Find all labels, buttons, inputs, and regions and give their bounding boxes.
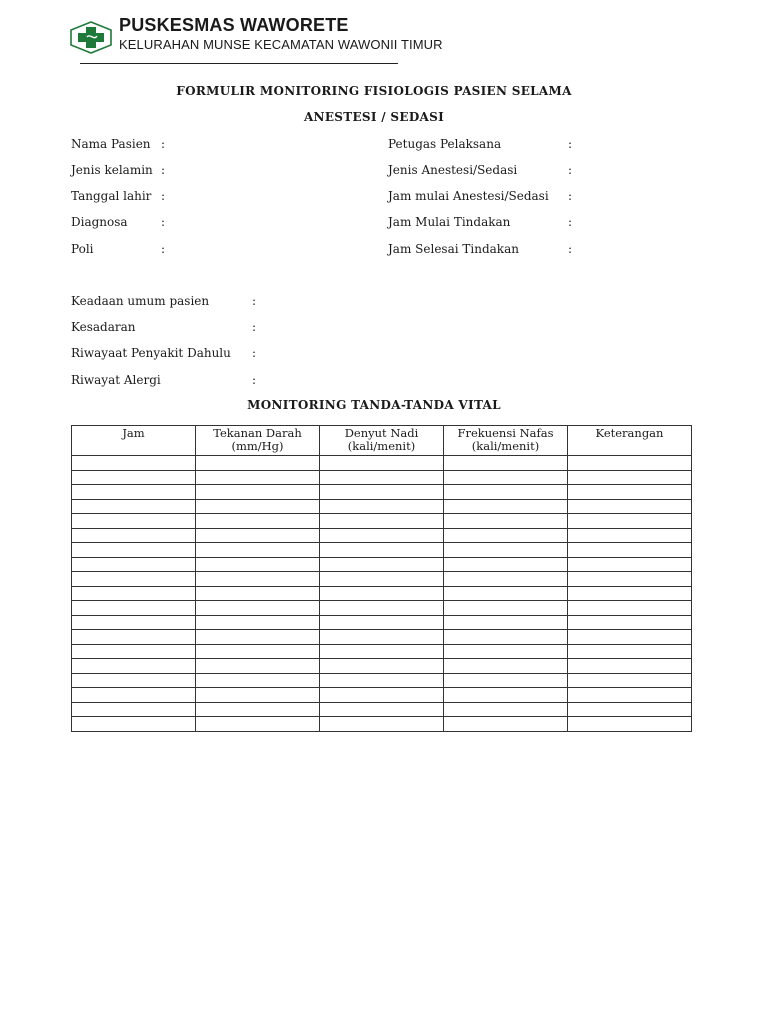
field-label-kesadaran: Kesadaran (71, 320, 136, 334)
table-cell[interactable] (320, 485, 444, 500)
table-cell[interactable] (196, 499, 320, 514)
table-cell[interactable] (72, 717, 196, 732)
table-cell[interactable] (72, 615, 196, 630)
table-cell[interactable] (320, 644, 444, 659)
field-colon: : (161, 189, 166, 203)
table-cell[interactable] (196, 659, 320, 674)
table-cell[interactable] (568, 485, 692, 500)
table-cell[interactable] (444, 557, 568, 572)
table-cell[interactable] (444, 688, 568, 703)
table-cell[interactable] (72, 528, 196, 543)
org-address: KELURAHAN MUNSE KECAMATAN WAWONII TIMUR (119, 37, 443, 52)
org-name: PUSKESMAS WAWORETE (119, 15, 349, 35)
table-cell[interactable] (72, 644, 196, 659)
field-label-riwayat-alergi: Riwayat Alergi (71, 373, 161, 387)
table-row (72, 688, 692, 703)
table-cell[interactable] (444, 543, 568, 558)
table-cell[interactable] (444, 586, 568, 601)
table-cell[interactable] (72, 630, 196, 645)
table-cell[interactable] (320, 572, 444, 587)
field-colon: : (161, 137, 166, 151)
table-cell[interactable] (568, 499, 692, 514)
field-colon: : (252, 346, 257, 360)
col-header-jam (72, 426, 196, 456)
table-cell[interactable] (320, 499, 444, 514)
table-cell[interactable] (196, 543, 320, 558)
table-cell[interactable] (320, 514, 444, 529)
field-label-jenis-kelamin: Jenis kelamin (71, 163, 153, 177)
col-header-tekanan-darah (196, 426, 320, 456)
table-cell[interactable] (320, 659, 444, 674)
table-cell[interactable] (444, 702, 568, 717)
field-colon: : (161, 163, 166, 177)
table-cell[interactable] (320, 470, 444, 485)
field-colon: : (568, 215, 573, 229)
table-cell[interactable] (444, 644, 568, 659)
table-row (72, 572, 692, 587)
vitals-table-body (72, 456, 692, 732)
table-cell[interactable] (196, 470, 320, 485)
table-row (72, 717, 692, 732)
table-row (72, 615, 692, 630)
field-label-jam-mulai-anestesi: Jam mulai Anestesi/Sedasi (388, 189, 549, 203)
table-cell[interactable] (320, 688, 444, 703)
table-row (72, 702, 692, 717)
table-row (72, 586, 692, 601)
table-cell[interactable] (568, 470, 692, 485)
puskesmas-cross-logo-icon (70, 21, 112, 54)
table-cell[interactable] (196, 601, 320, 616)
table-cell[interactable] (444, 456, 568, 471)
table-row (72, 470, 692, 485)
field-label-diagnosa: Diagnosa (71, 215, 128, 229)
col-header-subline: (kali/menit) (347, 439, 416, 453)
field-colon: : (568, 189, 573, 203)
table-row (72, 630, 692, 645)
table-cell[interactable] (72, 673, 196, 688)
table-cell[interactable] (444, 485, 568, 500)
table-cell[interactable] (568, 586, 692, 601)
table-row (72, 601, 692, 616)
table-cell[interactable] (196, 717, 320, 732)
col-header-line: Frekuensi Nafas (457, 426, 554, 440)
table-cell[interactable] (568, 456, 692, 471)
table-cell[interactable] (320, 557, 444, 572)
table-cell[interactable] (444, 717, 568, 732)
table-cell[interactable] (568, 514, 692, 529)
field-colon: : (161, 242, 166, 256)
field-colon: : (252, 373, 257, 387)
col-header-line: Denyut Nadi (344, 426, 419, 440)
vitals-title: MONITORING TANDA-TANDA VITAL (247, 398, 501, 412)
table-cell[interactable] (196, 630, 320, 645)
field-colon: : (568, 242, 573, 256)
table-cell[interactable] (196, 615, 320, 630)
table-cell[interactable] (196, 557, 320, 572)
vitals-table (71, 425, 692, 732)
table-cell[interactable] (444, 528, 568, 543)
table-cell[interactable] (320, 717, 444, 732)
field-label-tanggal-lahir: Tanggal lahir (71, 189, 152, 203)
table-cell[interactable] (196, 644, 320, 659)
table-cell[interactable] (568, 572, 692, 587)
table-cell[interactable] (444, 572, 568, 587)
table-cell[interactable] (444, 659, 568, 674)
table-cell[interactable] (196, 528, 320, 543)
form-title-line2: ANESTESI / SEDASI (303, 110, 445, 124)
table-cell[interactable] (568, 528, 692, 543)
table-cell[interactable] (72, 659, 196, 674)
field-label-jam-selesai-tindakan: Jam Selesai Tindakan (388, 242, 519, 256)
table-cell[interactable] (568, 557, 692, 572)
col-header-line: Jam (122, 426, 145, 440)
field-label-jam-mulai-tindakan: Jam Mulai Tindakan (388, 215, 511, 229)
col-header-line: Tekanan Darah (213, 426, 302, 440)
field-label-jenis-anestesi: Jenis Anestesi/Sedasi (388, 163, 518, 177)
table-cell[interactable] (568, 659, 692, 674)
form-title-line1: FORMULIR MONITORING FISIOLOGIS PASIEN SELAMA (176, 84, 572, 98)
table-cell[interactable] (320, 702, 444, 717)
table-cell[interactable] (72, 456, 196, 471)
table-cell[interactable] (568, 543, 692, 558)
table-cell[interactable] (196, 586, 320, 601)
table-cell[interactable] (568, 717, 692, 732)
table-cell[interactable] (444, 615, 568, 630)
col-header-denyut-nadi (320, 426, 444, 456)
table-cell[interactable] (196, 456, 320, 471)
table-cell[interactable] (196, 572, 320, 587)
table-cell[interactable] (196, 514, 320, 529)
table-cell[interactable] (444, 499, 568, 514)
table-cell[interactable] (72, 586, 196, 601)
col-header-subline: (mm/Hg) (231, 439, 284, 453)
col-header-line: Keterangan (595, 426, 664, 440)
table-cell[interactable] (72, 557, 196, 572)
col-header-frekuensi-nafas (444, 426, 568, 456)
table-row (72, 644, 692, 659)
table-cell[interactable] (196, 673, 320, 688)
table-row (72, 543, 692, 558)
table-cell[interactable] (568, 673, 692, 688)
table-cell[interactable] (320, 543, 444, 558)
table-cell[interactable] (72, 572, 196, 587)
table-cell[interactable] (196, 485, 320, 500)
field-label-nama-pasien: Nama Pasien (71, 137, 151, 151)
vitals-header-row (72, 426, 692, 456)
table-cell[interactable] (320, 630, 444, 645)
table-row (72, 659, 692, 674)
table-row (72, 456, 692, 471)
table-cell[interactable] (568, 630, 692, 645)
field-colon: : (161, 215, 166, 229)
table-cell[interactable] (320, 586, 444, 601)
table-cell[interactable] (444, 673, 568, 688)
table-cell[interactable] (568, 615, 692, 630)
table-cell[interactable] (196, 702, 320, 717)
table-cell[interactable] (72, 470, 196, 485)
table-row (72, 499, 692, 514)
field-colon: : (568, 137, 573, 151)
col-header-subline: (kali/menit) (471, 439, 540, 453)
table-cell[interactable] (196, 688, 320, 703)
table-cell[interactable] (444, 470, 568, 485)
table-cell[interactable] (568, 644, 692, 659)
table-row (72, 673, 692, 688)
header-divider (80, 63, 398, 64)
table-cell[interactable] (568, 601, 692, 616)
table-cell[interactable] (320, 528, 444, 543)
table-cell[interactable] (444, 514, 568, 529)
field-label-poli: Poli (71, 242, 94, 256)
table-row (72, 557, 692, 572)
table-row (72, 485, 692, 500)
field-colon: : (252, 294, 257, 308)
table-cell[interactable] (320, 615, 444, 630)
table-cell[interactable] (72, 543, 196, 558)
table-cell[interactable] (72, 702, 196, 717)
table-cell[interactable] (72, 485, 196, 500)
col-header-keterangan (568, 426, 692, 456)
field-label-keadaan-umum: Keadaan umum pasien (71, 294, 210, 308)
table-cell[interactable] (444, 630, 568, 645)
field-colon: : (252, 320, 257, 334)
field-colon: : (568, 163, 573, 177)
table-cell[interactable] (72, 688, 196, 703)
table-cell[interactable] (72, 499, 196, 514)
table-cell[interactable] (320, 601, 444, 616)
table-row (72, 528, 692, 543)
table-cell[interactable] (320, 456, 444, 471)
table-cell[interactable] (72, 601, 196, 616)
table-cell[interactable] (568, 688, 692, 703)
field-label-petugas-pelaksana: Petugas Pelaksana (388, 137, 502, 151)
table-cell[interactable] (320, 673, 444, 688)
table-cell[interactable] (72, 514, 196, 529)
table-cell[interactable] (568, 702, 692, 717)
table-row (72, 514, 692, 529)
table-cell[interactable] (444, 601, 568, 616)
field-label-riwayat-penyakit: Riwayaat Penyakit Dahulu (71, 346, 231, 360)
